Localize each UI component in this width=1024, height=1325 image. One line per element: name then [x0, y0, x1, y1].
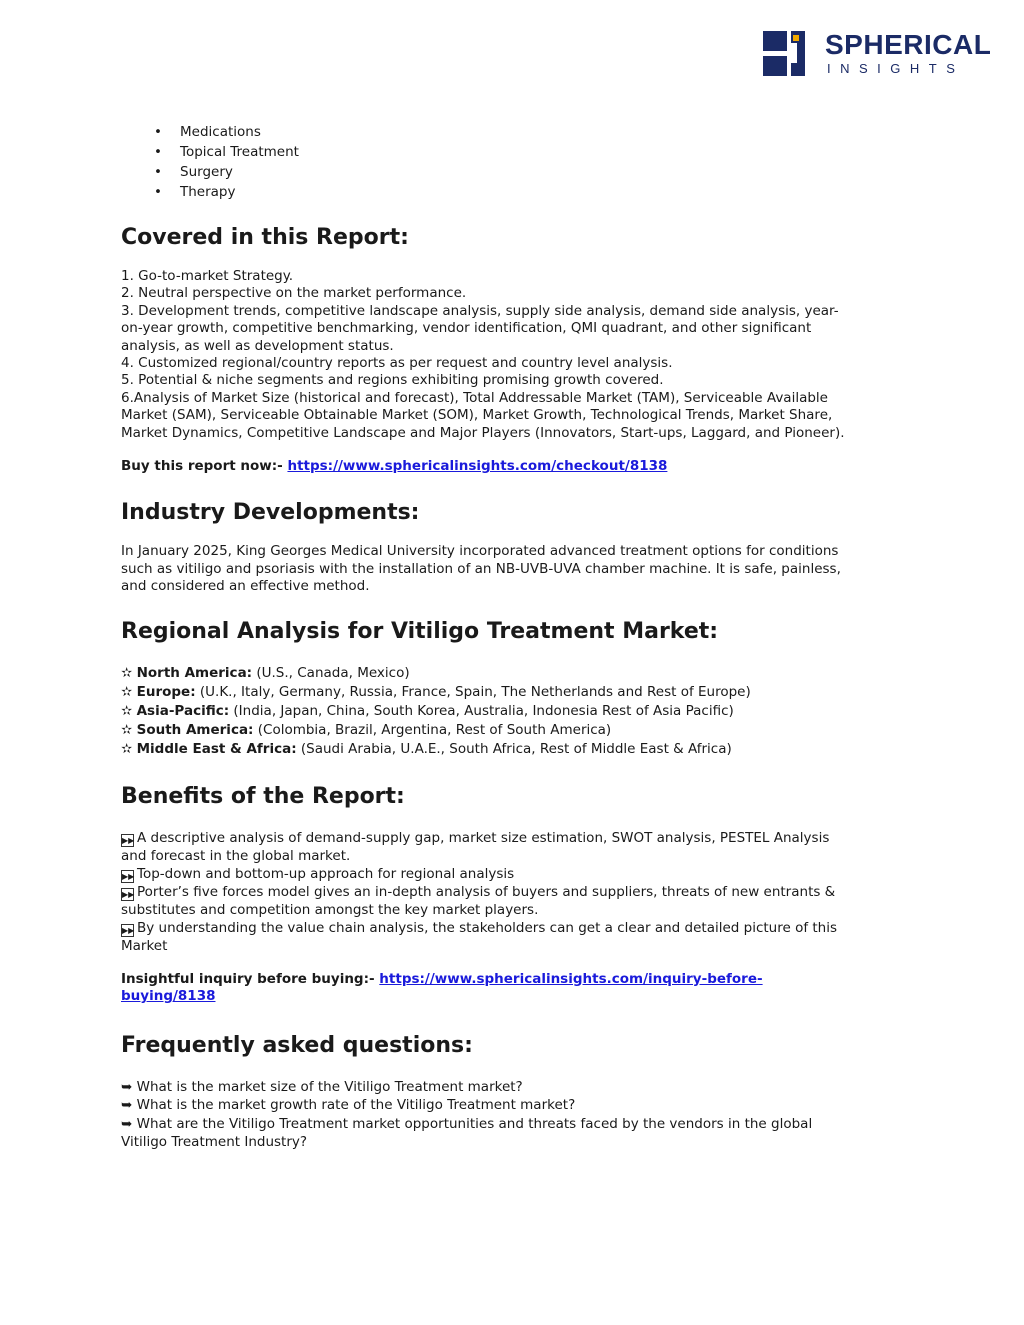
benefits-heading: Benefits of the Report:: [121, 783, 405, 809]
spherical-insights-logo: [763, 29, 992, 79]
covered-line: 2. Neutral perspective on the market performance.: [121, 285, 467, 302]
treatment-type-list: [121, 122, 901, 202]
logo-sub-text: INSIGHTS: [827, 61, 965, 76]
list-item: ➥ What are the Vitiligo Treatment market opportunities and threats faced by the vendors in the global: [121, 1115, 813, 1132]
list-item: • Topical Treatment: [154, 144, 299, 160]
list-item: ✫ Europe: (U.K., Italy, Germany, Russia, France, Spain, The Netherlands and Rest of Europe): [121, 683, 751, 700]
buy-report-label: Buy this report now:-: [121, 458, 288, 475]
covered-line: 3. Development trends, competitive landscape analysis, supply side analysis, demand side analysis, year-: [121, 302, 839, 319]
fast-forward-icon: ▶▶: [122, 871, 135, 881]
list-item: • Surgery: [154, 164, 233, 180]
list-item: ▶▶ By understanding the value chain analysis, the stakeholders can get a clear and detailed picture of this: [122, 919, 838, 936]
industry-paragraph: In January 2025, King Georges Medical University incorporated advanced treatment options for conditions such as vitiligo and psoriasis with the installation of an NB-UVB-UVA chamber machine. It is safe, painless, and considered an effective method.: [121, 543, 841, 595]
covered-line: on-year growth, competitive benchmarking, vendor identification, QMI quadrant, and other significant: [121, 320, 812, 337]
inquiry-link[interactable]: https://www.sphericalinsights.com/inquiry-before-: [379, 970, 763, 987]
arrow-icon: ➥: [121, 1097, 133, 1113]
fast-forward-icon: ▶▶: [122, 835, 135, 845]
fast-forward-icon: ▶▶: [122, 889, 135, 899]
covered-heading: Covered in this Report:: [121, 225, 409, 250]
logo-mark-icon: [763, 31, 815, 77]
star-icon: ✫: [121, 702, 133, 719]
arrow-icon: ➥: [121, 1115, 133, 1132]
star-icon: ✫: [121, 664, 133, 681]
inquiry-label: Insightful inquiry before buying:-: [121, 970, 380, 987]
star-icon: ✫: [121, 721, 133, 738]
benefits-list: ▶▶ A descriptive analysis of demand-supply gap, market size estimation, SWOT analysis, PESTEL Analysis and forecast in the global market. ▶▶ Top-down and bottom-up approach for regional analysis ▶▶ Porter’s five forces model gives an in-depth analysis of buyers and suppliers, threats of new entrants & substitutes and competition amongst the key market players. ▶▶ By understanding the value chain analysis, the stakeholders can get a clear and detailed picture of this Market: [121, 829, 901, 955]
covered-line: 1. Go-to-market Strategy.: [121, 268, 294, 284]
arrow-icon: ➥: [121, 1078, 133, 1095]
list-item: ✫ North America: (U.S., Canada, Mexico): [121, 664, 410, 681]
inquiry-line: [121, 971, 901, 1006]
list-item: • Therapy: [154, 184, 236, 200]
covered-line: analysis, as well as development status.: [121, 337, 394, 354]
list-item: ▶▶ Porter’s five forces model gives an in-depth analysis of buyers and suppliers, threats of new entrants &: [122, 883, 836, 900]
list-item: ▶▶ A descriptive analysis of demand-supply gap, market size estimation, SWOT analysis, PESTEL Analysis: [122, 829, 830, 846]
covered-line: Market Dynamics, Competitive Landscape and Major Players (Innovators, Start-ups, Laggard, and Pioneer).: [121, 424, 845, 441]
faq-list: ➥ What is the market size of the Vitiligo Treatment market? ➥ What is the market growth rate of the Vitiligo Treatment market? ➥ What are the Vitiligo Treatment market opportunities and threats faced by the vendors in the global Vitiligo Treatment Industry?: [121, 1078, 901, 1152]
fast-forward-icon: ▶▶: [122, 925, 135, 935]
covered-line: 4. Customized regional/country reports as per request and country level analysis.: [121, 355, 673, 372]
regional-heading: Regional Analysis for Vitiligo Treatment Market:: [121, 618, 719, 644]
star-icon: ✫: [121, 740, 133, 757]
covered-list: [121, 268, 901, 442]
regional-list: [121, 664, 901, 759]
industry-heading: Industry Developments:: [121, 500, 420, 526]
covered-line: 6.Analysis of Market Size (historical and forecast), Total Addressable Market (TAM), Serviceable Available: [121, 389, 828, 406]
list-item: ▶▶ Top-down and bottom-up approach for regional analysis: [122, 865, 515, 882]
list-item: ✫ Asia-Pacific: (India, Japan, China, South Korea, Australia, Indonesia Rest of Asia Pacific): [121, 702, 734, 719]
covered-line: Market (SAM), Serviceable Obtainable Market (SOM), Market Growth, Technological Trends, Market Share,: [121, 407, 833, 424]
covered-line: 5. Potential & niche segments and regions exhibiting promising growth covered.: [121, 372, 664, 389]
buy-report-link[interactable]: https://www.sphericalinsights.com/checkout/8138: [287, 458, 668, 475]
logo-brand-text: SPHERICAL: [825, 29, 992, 60]
list-item: ✫ Middle East & Africa: (Saudi Arabia, U.A.E., South Africa, Rest of Middle East & Africa): [121, 740, 732, 757]
buy-report-line: [121, 458, 901, 475]
star-icon: ✫: [121, 683, 133, 700]
list-item: • Medications: [154, 124, 261, 140]
document-content: [121, 122, 901, 1152]
list-item: ✫ South America: (Colombia, Brazil, Argentina, Rest of South America): [121, 721, 612, 738]
inquiry-link-continued[interactable]: buying/8138: [121, 988, 216, 1005]
faq-heading: Frequently asked questions:: [121, 1032, 473, 1058]
list-item: ➥ What is the market growth rate of the Vitiligo Treatment market?: [121, 1097, 576, 1113]
list-item: ➥ What is the market size of the Vitiligo Treatment market?: [121, 1078, 523, 1095]
